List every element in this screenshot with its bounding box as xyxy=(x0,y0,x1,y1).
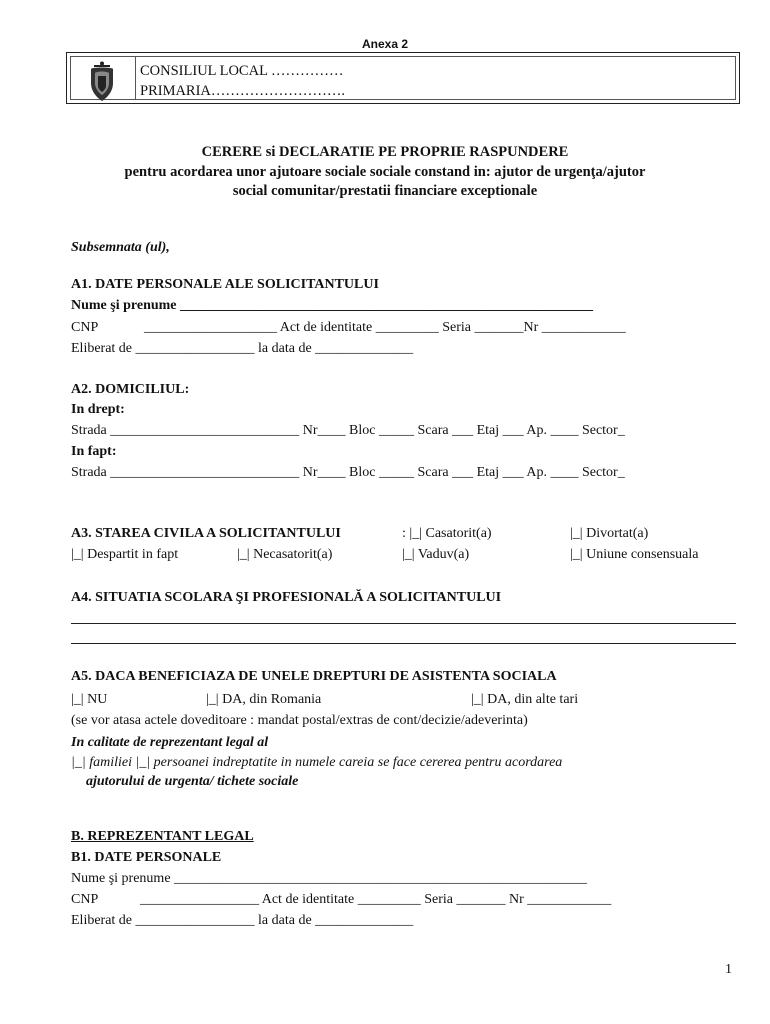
a1-cnp-id-field[interactable]: ___________________ Act de identitate _________ Seria _______Nr ____________ xyxy=(144,320,626,335)
section-a2-heading: A2. DOMICILIUL: xyxy=(71,382,190,397)
checkbox-married[interactable]: : |_| Casatorit(a) xyxy=(402,526,492,541)
section-b-heading: B. REPREZENTANT LEGAL xyxy=(71,829,254,844)
a2-de-jure-label: In drept: xyxy=(71,402,125,417)
header-box xyxy=(66,52,740,104)
council-line: CONSILIUL LOCAL …………… xyxy=(140,63,344,79)
b1-name-field[interactable]: Nume şi prenume ___________________________________________________________ xyxy=(71,871,588,886)
a1-cnp-label: CNP xyxy=(71,320,99,335)
page-number: 1 xyxy=(725,962,732,977)
section-a1-heading: A1. DATE PERSONALE ALE SOLICITANTULUI xyxy=(71,277,379,292)
section-b1-heading: B1. DATE PERSONALE xyxy=(71,850,222,865)
crest-cell xyxy=(71,57,136,99)
document-title: CERERE si DECLARATIE PE PROPRIE RASPUNDERE xyxy=(201,144,569,160)
checkbox-divorced[interactable]: |_| Divortat(a) xyxy=(570,526,649,541)
section-a3-heading: A3. STAREA CIVILA A SOLICITANTULUI xyxy=(71,526,341,541)
checkbox-separated[interactable]: |_| Despartit in fapt xyxy=(71,547,179,562)
a1-issued-field[interactable]: Eliberat de _________________ la data de ______________ xyxy=(71,341,414,356)
checkbox-consensual-union[interactable]: |_| Uniune consensuala xyxy=(570,547,699,562)
legal-rep-options-cont: ajutorului de urgenta/ tichete sociale xyxy=(86,774,299,789)
a1-name-field[interactable]: Nume şi prenume ___________________________________________________________ xyxy=(71,298,594,313)
checkbox-yes-abroad[interactable]: |_| DA, din alte tari xyxy=(471,692,579,707)
b1-cnp-id-field[interactable]: _________________ Act de identitate _________ Seria _______ Nr ____________ xyxy=(140,892,612,907)
coat-of-arms-icon xyxy=(87,61,117,103)
a4-answer-line-2[interactable] xyxy=(71,643,736,644)
checkbox-no[interactable]: |_| NU xyxy=(71,692,108,707)
document-subtitle-1: pentru acordarea unor ajutoare sociale sociale constand in: ajutor de urgenţa/ajutor xyxy=(124,164,646,180)
annex-label: Anexa 2 xyxy=(361,37,409,51)
checkbox-yes-romania[interactable]: |_| DA, din Romania xyxy=(206,692,322,707)
b1-cnp-label: CNP xyxy=(71,892,99,907)
legal-rep-capacity-label: In calitate de reprezentant legal al xyxy=(71,735,269,750)
a5-documents-note: (se vor atasa actele doveditoare : mandat postal/extras de cont/decizie/adeverinta) xyxy=(71,713,528,728)
checkbox-widowed[interactable]: |_| Vaduv(a) xyxy=(402,547,470,562)
legal-rep-options[interactable]: |_| familiei |_| persoanei indreptatite in numele careia se face cererea pentru acordarea xyxy=(71,755,563,770)
a2-de-facto-address-field[interactable]: Strada ___________________________ Nr____ Bloc _____ Scara ___ Etaj ___ Ap. ____ Sector_ xyxy=(71,465,625,480)
a4-answer-line-1[interactable] xyxy=(71,623,736,624)
section-a5-heading: A5. DACA BENEFICIAZA DE UNELE DREPTURI DE ASISTENTA SOCIALA xyxy=(71,669,557,684)
a2-de-jure-address-field[interactable]: Strada ___________________________ Nr____ Bloc _____ Scara ___ Etaj ___ Ap. ____ Sector_ xyxy=(71,423,625,438)
b1-issued-field[interactable]: Eliberat de _________________ la data de ______________ xyxy=(71,913,414,928)
section-a4-heading: A4. SITUATIA SCOLARA ŞI PROFESIONALĂ A SOLICITANTULUI xyxy=(71,590,502,605)
document-subtitle-2: social comunitar/prestatii financiare exceptionale xyxy=(232,183,538,199)
checkbox-unmarried[interactable]: |_| Necasatorit(a) xyxy=(237,547,333,562)
a2-de-facto-label: In fapt: xyxy=(71,444,117,459)
intro-text: Subsemnata (ul), xyxy=(71,240,170,255)
city-hall-line: PRIMARIA………………………. xyxy=(140,83,346,99)
